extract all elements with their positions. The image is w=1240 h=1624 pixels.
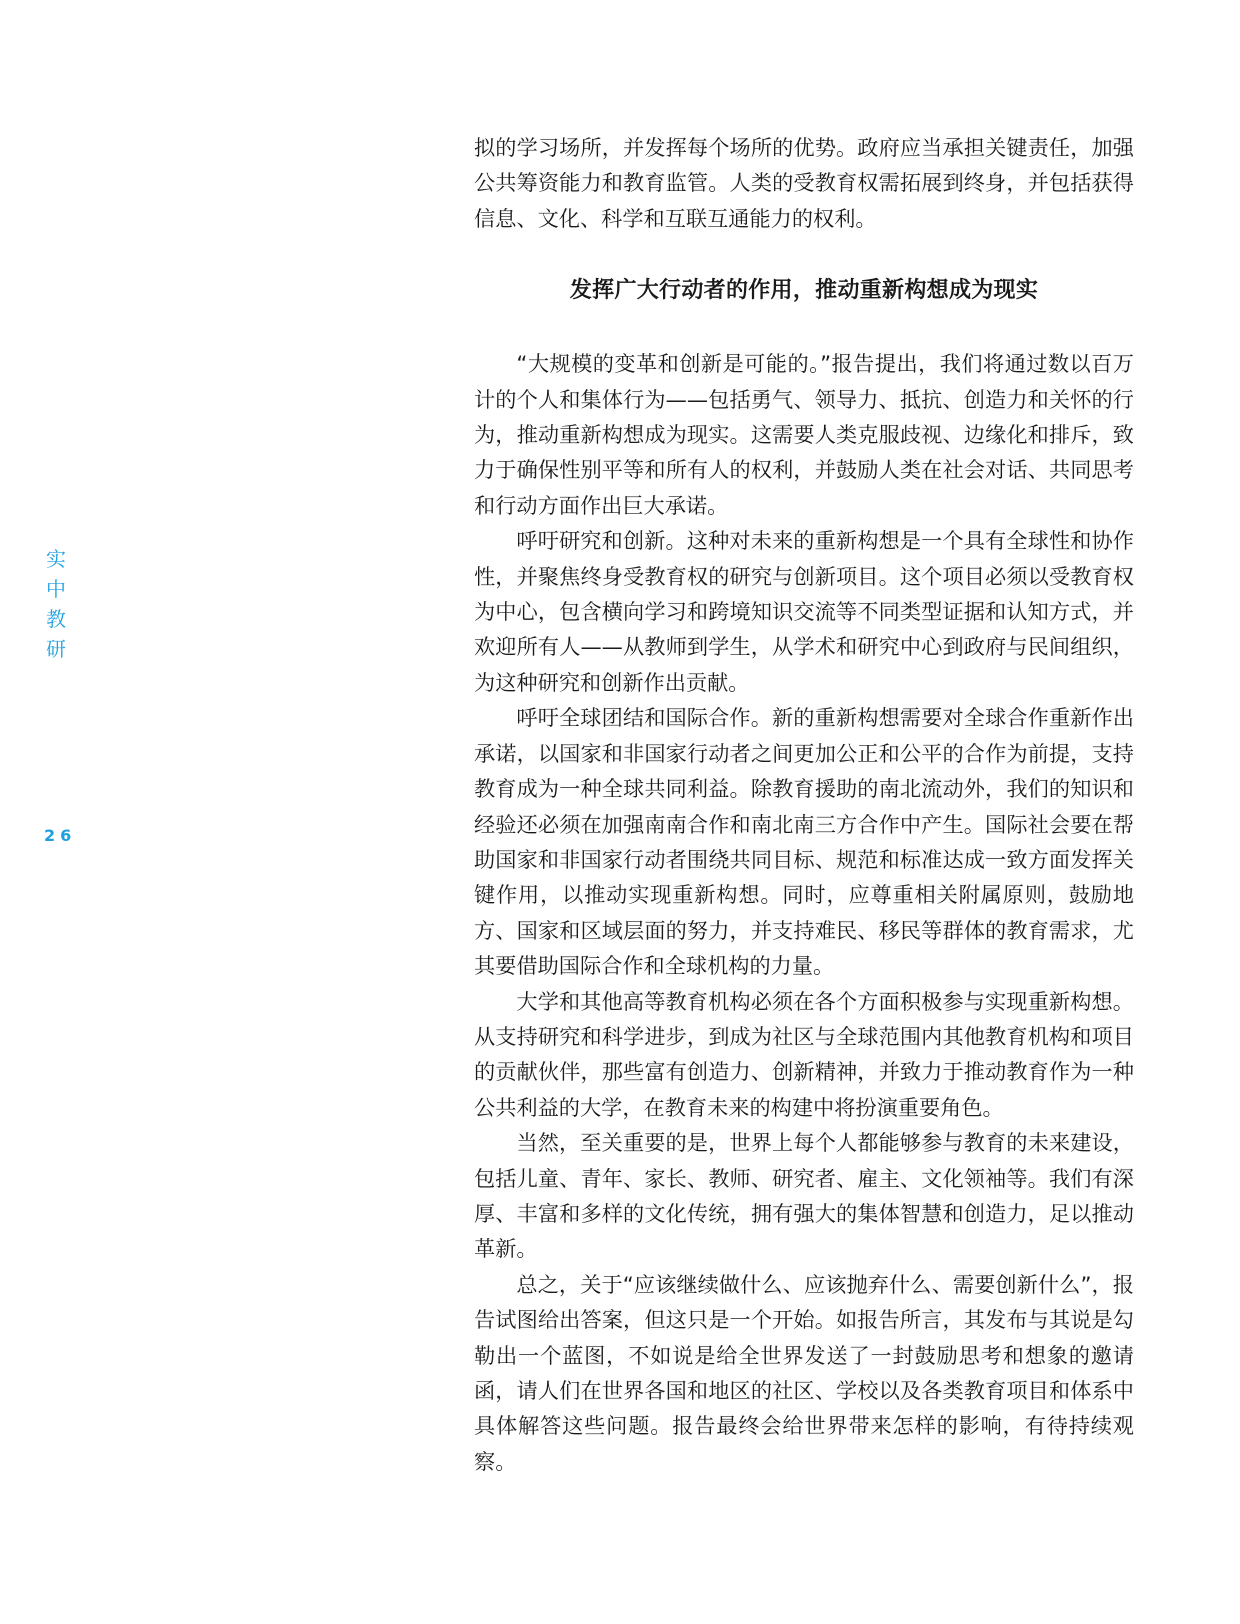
article-body [474,130,1134,1479]
body-paragraph: “大规模的变革和创新是可能的。”报告提出，我们将通过数以百万计的个人和集体行为——包括勇气、领导力、抵抗、创造力和关怀的行为，推动重新构想成为现实。这需要人类克服歧视、边缘化和排斥，致力于确保性别平等和所有人的权利，并鼓励人类在社会对话、共同思考和行动方面作出巨大承诺。 [474,351,1134,518]
journal-name-char: 实 [46,547,66,571]
body-paragraph: 呼吁研究和创新。这种对未来的重新构想是一个具有全球性和协作性，并聚焦终身受教育权的研究与创新项目。这个项目必须以受教育权为中心，包含横向学习和跨境知识交流等不同类型证据和认知方式，并欢迎所有人——从教师到学生，从学术和研究中心到政府与民间组织，为这种研究和创新作出贡献。 [474,528,1134,695]
intro-paragraph: 拟的学习场所，并发挥每个场所的优势。政府应当承担关键责任，加强公共筹资能力和教育监管。人类的受教育权需拓展到终身，并包括获得信息、文化、科学和互联互通能力的权利。 [474,135,1134,231]
body-paragraph: 呼吁全球团结和国际合作。新的重新构想需要对全球合作重新作出承诺，以国家和非国家行动者之间更加公正和公平的合作为前提，支持教育成为一种全球共同利益。除教育援助的南北流动外，我们的知识和经验还必须在加强南南合作和南北南三方合作中产生。国际社会要在帮助国家和非国家行动者围绕共同目标、规范和标准达成一致方面发挥关键作用，以推动实现重新构想。同时，应尊重相关附属原则，鼓励地方、国家和区域层面的努力，并支持难民、移民等群体的教育需求，尤其要借助国际合作和全球机构的力量。 [474,705,1134,979]
body-paragraph: 当然，至关重要的是，世界上每个人都能够参与教育的未来建设，包括儿童、青年、家长、教师、研究者、雇主、文化领袖等。我们有深厚、丰富和多样的文化传统，拥有强大的集体智慧和创造力，足以推动革新。 [474,1130,1134,1262]
body-paragraph: 大学和其他高等教育机构必须在各个方面积极参与实现重新构想。从支持研究和科学进步，到成为社区与全球范围内其他教育机构和项目的贡献伙伴，那些富有创造力、创新精神，并致力于推动教育作为一种公共利益的大学，在教育未来的构建中将扮演重要角色。 [474,988,1134,1120]
journal-name-vertical [44,544,68,664]
page-number: 26 [44,826,77,845]
body-paragraph: 总之，关于“应该继续做什么、应该抛弃什么、需要创新什么”，报告试图给出答案，但这只是一个开始。如报告所言，其发布与其说是勾勒出一个蓝图，不如说是给全世界发送了一封鼓励思考和想象的邀请函，请人们在世界各国和地区的社区、学校以及各类教育项目和体系中具体解答这些问题。报告最终会给世界带来怎样的影响，有待持续观察。 [474,1271,1134,1474]
section-heading: 发挥广大行动者的作用，推动重新构想成为现实 [569,278,1039,304]
journal-name-char: 教 [46,607,66,631]
journal-name-char: 中 [46,577,66,601]
journal-name-char: 研 [46,637,66,661]
